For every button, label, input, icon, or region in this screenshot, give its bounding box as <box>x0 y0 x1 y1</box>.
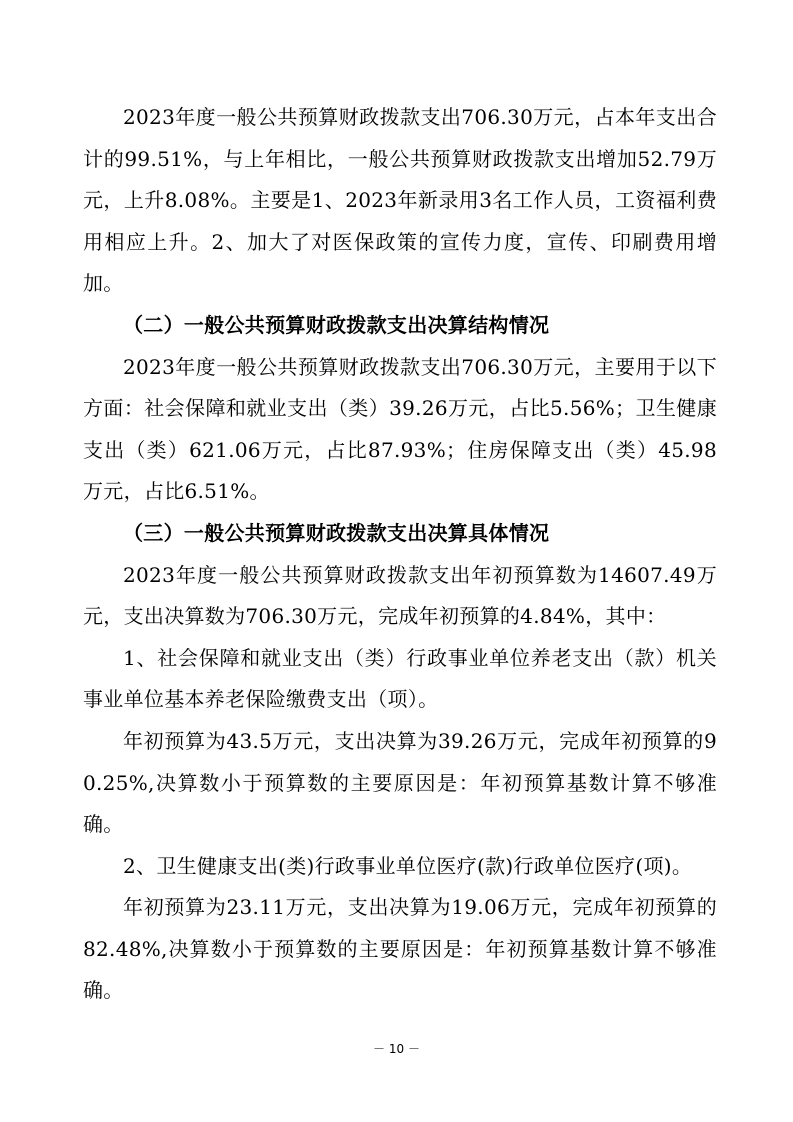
paragraph-expenditure-overview: 2023年度一般公共预算财政拨款支出706.30万元，占本年支出合计的99.51%，与上年相比，一般公共预算财政拨款支出增加52.79万元，上升8.08%。主要是1、2023年新录用3名工作人员，工资福利费用相应上升。2、加大了对医保政策的宣传力度，宣传、印刷费用增加。 <box>83 105 717 296</box>
section-heading-details: （三）一般公共预算财政拨款支出决算具体情况 <box>123 520 550 545</box>
paragraph-expenditure-structure: 2023年度一般公共预算财政拨款支出706.30万元，主要用于以下方面：社会保障和就业支出（类）39.26万元，占比5.56%；卫生健康支出（类）621.06万元，占比87.93%；住房保障支出（类）45.98万元，占比6.51%。 <box>83 354 717 504</box>
paragraph-item-2-title: 2、卫生健康支出(类)行政事业单位医疗(款)行政单位医疗(项)。 <box>123 853 693 878</box>
section-heading-structure: （二）一般公共预算财政拨款支出决算结构情况 <box>123 312 550 337</box>
paragraph-item-2-detail: 年初预算为23.11万元，支出决算为19.06万元，完成年初预算的82.48%,决算数小于预算数的主要原因是：年初预算基数计算不够准确。 <box>83 895 717 1003</box>
paragraph-item-1-title: 1、社会保障和就业支出（类）行政事业单位养老支出（款）机关事业单位基本养老保险缴费支出（项）。 <box>83 645 717 712</box>
paragraph-budget-summary: 2023年度一般公共预算财政拨款支出年初预算数为14607.49万元，支出决算数为706.30万元，完成年初预算的4.84%，其中： <box>83 562 717 629</box>
page-number: － 10 － <box>373 1042 420 1056</box>
paragraph-item-1-detail: 年初预算为43.5万元，支出决算为39.26万元，完成年初预算的90.25%,决算数小于预算数的主要原因是：年初预算基数计算不够准确。 <box>83 728 717 837</box>
document-body <box>83 97 717 1012</box>
